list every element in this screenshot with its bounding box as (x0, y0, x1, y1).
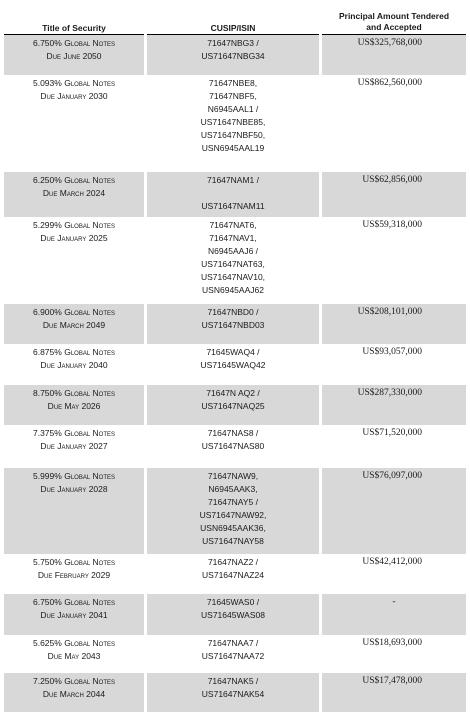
maturity-date: Due June 2050 (46, 51, 102, 61)
cusip-line: US71647NAM11 (201, 201, 265, 211)
table-row (4, 385, 466, 425)
security-type: Global Notes (64, 175, 115, 185)
principal-amount-cell: US$18,693,000 (362, 638, 422, 648)
principal-amount-cell: US$42,412,000 (362, 557, 422, 567)
cusip-isin-cell (147, 594, 319, 635)
principal-amount-cell: US$71,520,000 (362, 428, 422, 438)
header-principal-amount: Principal Amount Tendered and Accepted (322, 4, 466, 35)
cusip-isin-cell (147, 635, 319, 673)
cusip-line: US71647NAQ25 (201, 401, 265, 411)
security-type: Global Notes (64, 676, 115, 686)
cusip-line (149, 187, 317, 200)
cusip-line: 71647NAV1, (209, 233, 257, 243)
cusip-isin-cell (147, 172, 319, 217)
security-type: Global Notes (64, 78, 115, 88)
table-row (4, 344, 466, 385)
table-row (4, 594, 466, 635)
security-type: Global Notes (64, 220, 115, 230)
cusip-line: 71647NAA7 / (207, 638, 259, 648)
cusip-line: US71645WAQ42 (200, 360, 266, 370)
cusip-isin-cell (147, 425, 319, 468)
table-row (4, 468, 466, 554)
coupon-rate: 5.625% (32, 638, 62, 648)
cusip-line: US71645WAS08 (201, 610, 265, 620)
security-title-cell (4, 75, 144, 172)
cusip-line: 71645WAS0 / (206, 597, 260, 607)
principal-amount-cell: US$59,318,000 (362, 220, 422, 230)
header-title-of-security: Title of Security (4, 4, 144, 35)
coupon-rate: 5.093% (32, 78, 62, 88)
coupon-rate: 6.250% (32, 175, 62, 185)
cusip-line: 71647NAY5 / (208, 497, 258, 507)
cusip-line: US71647NBF50, (200, 130, 266, 140)
coupon-rate: 5.750% (32, 557, 62, 567)
security-type: Global Notes (64, 557, 115, 567)
security-type: Global Notes (64, 307, 115, 317)
coupon-rate: 6.750% (32, 597, 62, 607)
maturity-date: Due March 2024 (42, 188, 106, 198)
maturity-date: Due January 2030 (40, 91, 108, 101)
cusip-line: USN6945AAJ62 (202, 285, 264, 295)
cusip-line: USN6945AAL19 (201, 143, 265, 153)
cusip-line: US71647NAZ24 (202, 570, 264, 580)
cusip-line: US71647NBE85, (200, 117, 266, 127)
cusip-line: N6945AAK3, (208, 484, 258, 494)
security-type: Global Notes (64, 597, 115, 607)
maturity-date: Due May 2026 (47, 401, 101, 411)
cusip-isin-cell (147, 385, 319, 425)
maturity-date: Due January 2025 (40, 233, 108, 243)
cusip-line: 71647NBE8, (208, 78, 258, 88)
security-title-cell (4, 554, 144, 594)
security-title-cell (4, 425, 144, 468)
cusip-isin-cell (147, 304, 319, 344)
table-row (4, 217, 466, 304)
coupon-rate: 6.900% (32, 307, 62, 317)
table-row (4, 554, 466, 594)
coupon-rate: 5.999% (32, 471, 62, 481)
maturity-date: Due January 2027 (40, 441, 108, 451)
cusip-isin-cell (147, 554, 319, 594)
cusip-isin-cell (147, 217, 319, 304)
principal-amount-cell: US$76,097,000 (322, 468, 466, 554)
maturity-date: Due May 2043 (47, 651, 101, 661)
table-row (4, 35, 466, 75)
cusip-line: US71647NAV10, (200, 272, 266, 282)
table-row (4, 172, 466, 217)
cusip-line: 71647NAK5 / (207, 676, 259, 686)
cusip-line: 71647NAT6, (209, 220, 257, 230)
maturity-date: Due March 2049 (42, 320, 106, 330)
cusip-line: US71647NBD03 (201, 320, 265, 330)
table-row (4, 425, 466, 468)
principal-amount-cell: US$93,057,000 (362, 347, 422, 357)
security-title-cell (4, 344, 144, 385)
cusip-isin-cell (147, 75, 319, 172)
maturity-date: Due February 2029 (37, 570, 111, 580)
principal-amount-cell: US$62,856,000 (322, 172, 466, 217)
cusip-line: 71645WAQ4 / (206, 347, 260, 357)
principal-amount-cell: US$208,101,000 (322, 304, 466, 344)
cusip-line: 71647NAW9, (207, 471, 259, 481)
principal-amount-cell: US$287,330,000 (322, 385, 466, 425)
security-title-cell (4, 172, 144, 217)
principal-amount-cell: US$17,478,000 (322, 673, 466, 712)
security-type: Global Notes (64, 388, 115, 398)
cusip-line: 71647NAM1 / (207, 175, 259, 185)
cusip-line: N6945AAJ6 / (207, 246, 259, 256)
security-title-cell (4, 385, 144, 425)
cusip-line: 71647NAZ2 / (207, 557, 259, 567)
coupon-rate: 7.250% (32, 676, 62, 686)
security-title-cell (4, 594, 144, 635)
coupon-rate: 6.875% (32, 347, 62, 357)
principal-amount-cell: US$862,560,000 (357, 78, 422, 88)
cusip-line: US71647NBG34 (201, 51, 265, 61)
security-type: Global Notes (64, 428, 115, 438)
cusip-line: US71647NAW92, (199, 510, 267, 520)
principal-amount-cell: US$325,768,000 (322, 35, 466, 75)
security-title-cell (4, 35, 144, 75)
cusip-isin-cell (147, 35, 319, 75)
coupon-rate: 6.750% (32, 38, 62, 48)
cusip-line: US71647NAY58 (202, 536, 264, 546)
cusip-isin-cell (147, 344, 319, 385)
principal-amount-cell: - (322, 594, 466, 635)
table-body (4, 35, 466, 712)
securities-table (4, 4, 466, 712)
security-type: Global Notes (64, 638, 115, 648)
security-title-cell (4, 217, 144, 304)
security-title-cell (4, 468, 144, 554)
cusip-line: 71647NBD0 / (207, 307, 259, 317)
cusip-line: 71647NBG3 / (207, 38, 259, 48)
table-row (4, 673, 466, 712)
cusip-line: 71647NBF5, (209, 91, 257, 101)
cusip-line: US71647NAT63, (201, 259, 265, 269)
maturity-date: Due January 2041 (40, 610, 108, 620)
cusip-isin-cell (147, 468, 319, 554)
table-row (4, 635, 466, 673)
cusip-line: 71647NAS8 / (207, 428, 259, 438)
header-cusip-isin: CUSIP/ISIN (147, 4, 319, 35)
cusip-line: US71647NAS80 (201, 441, 265, 451)
table-row (4, 75, 466, 172)
cusip-line: US71647NAK54 (201, 689, 265, 699)
cusip-line: USN6945AAK36, (200, 523, 266, 533)
coupon-rate: 5.299% (32, 220, 62, 230)
table-row (4, 304, 466, 344)
coupon-rate: 7.375% (32, 428, 62, 438)
security-type: Global Notes (64, 347, 115, 357)
security-title-cell (4, 673, 144, 712)
security-type: Global Notes (64, 38, 115, 48)
security-title-cell (4, 304, 144, 344)
cusip-line: 71647N AQ2 / (206, 388, 260, 398)
security-title-cell (4, 635, 144, 673)
coupon-rate: 8.750% (32, 388, 62, 398)
maturity-date: Due January 2040 (40, 360, 108, 370)
maturity-date: Due March 2044 (42, 689, 106, 699)
table-header-row (4, 4, 466, 35)
cusip-line: N6945AAL1 / (207, 104, 259, 114)
cusip-line: US71647NAA72 (201, 651, 265, 661)
maturity-date: Due January 2028 (40, 484, 108, 494)
cusip-isin-cell (147, 673, 319, 712)
security-type: Global Notes (64, 471, 115, 481)
